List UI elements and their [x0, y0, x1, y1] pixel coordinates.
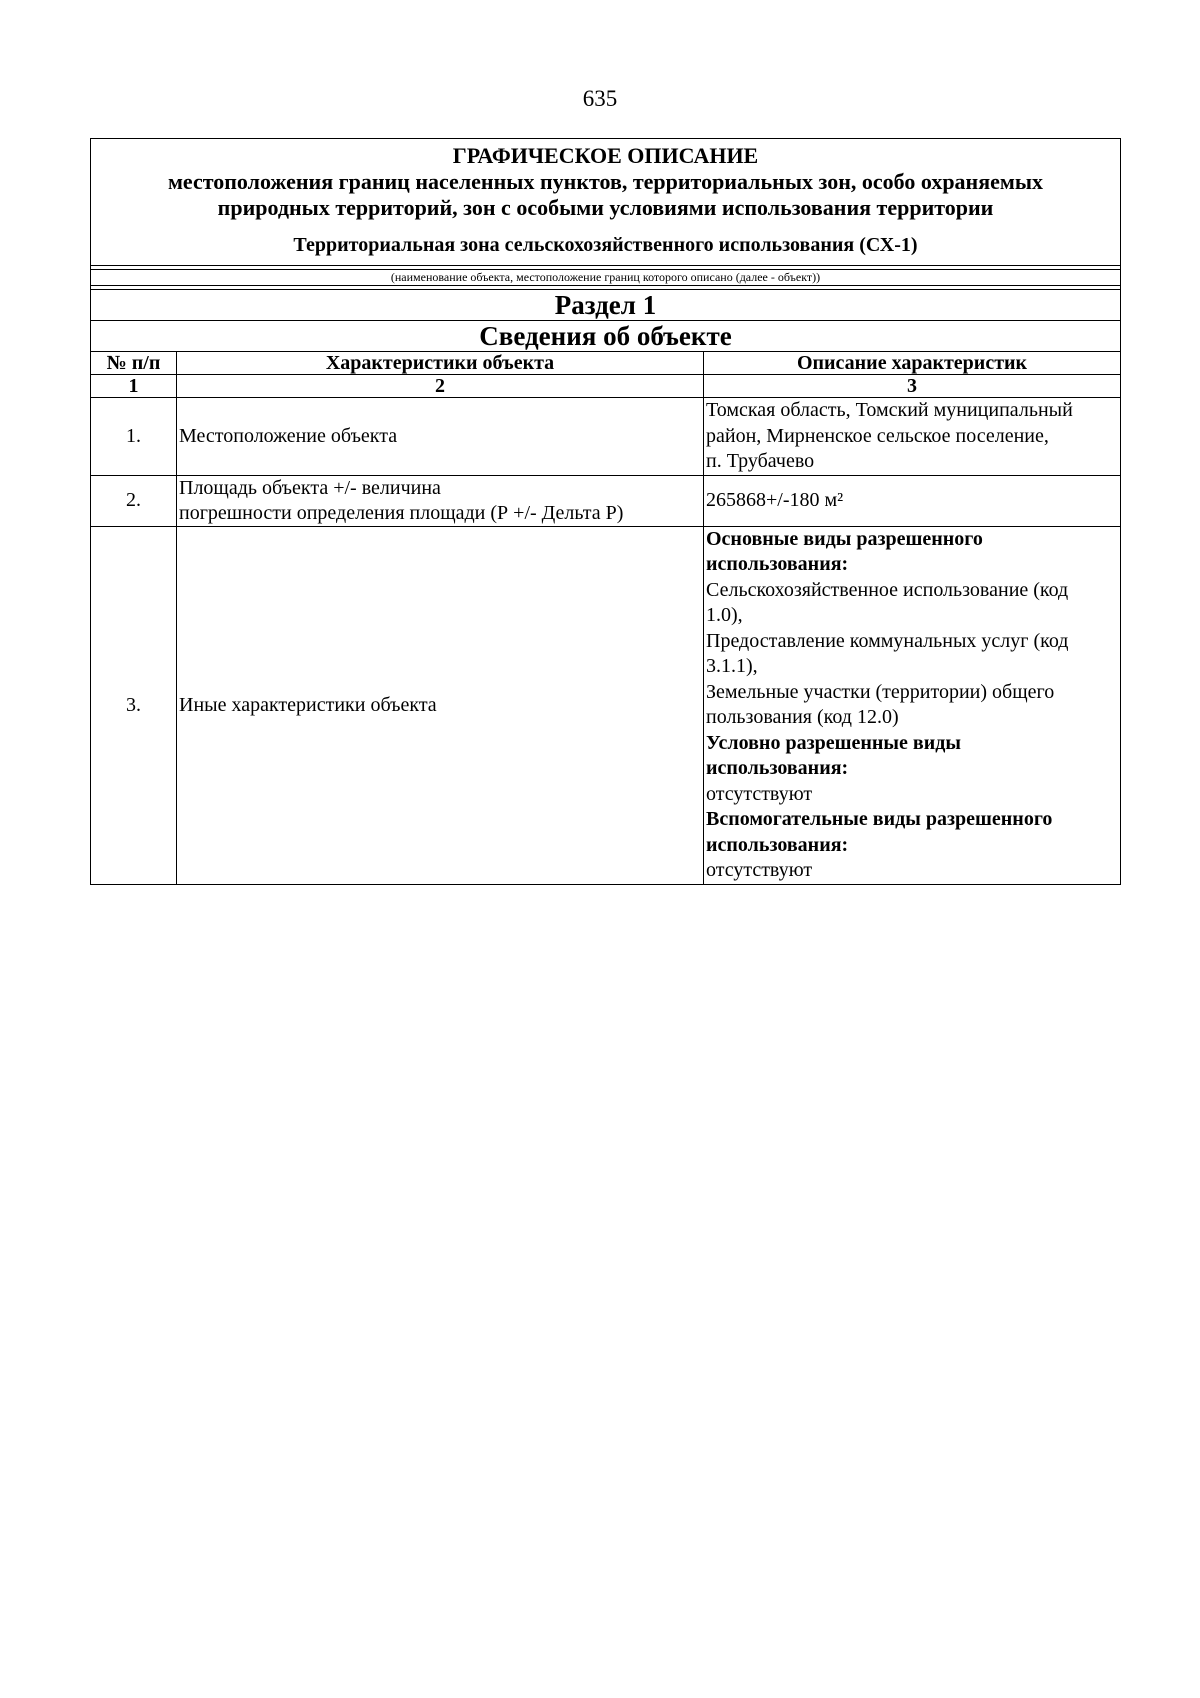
characteristic-line: Иные характеристики объекта [179, 693, 437, 716]
page-number: 635 [582, 86, 618, 111]
column-header-characteristic: Характеристики объекта [177, 352, 704, 375]
row-number: 3. [91, 526, 177, 884]
characteristic-line: Площадь объекта +/- величина [179, 476, 441, 499]
column-number: 2 [177, 375, 704, 398]
column-header-description: Описание характеристик [704, 352, 1121, 375]
characteristic-line: погрешности определения площади (Р +/- Дельта Р) [179, 501, 624, 524]
table-row [91, 526, 1121, 884]
description-line: Земельные участки (территории) общего [706, 680, 1055, 703]
description-line: 1.0), [706, 604, 743, 626]
object-caption: (наименование объекта, местоположение границ которого описано (далее - объект)) [91, 270, 1121, 286]
description-line: отсутствуют [706, 859, 813, 881]
zone-name: Территориальная зона сельскохозяйственного использования (СХ-1) [293, 234, 918, 256]
description-line: использования: [706, 553, 849, 575]
column-number: 3 [704, 375, 1121, 398]
description-line: 3.1.1), [706, 655, 758, 677]
column-header-number: № п/п [91, 352, 177, 375]
characteristic-name [177, 475, 704, 526]
section-title: Раздел 1 [91, 290, 1121, 321]
description-line: Условно разрешенные виды [706, 731, 961, 754]
row-number: 1. [91, 398, 177, 476]
description-line: использования: [706, 833, 849, 856]
document-subtitle-line: природных территорий, зон с особыми условиями использования территории [217, 195, 994, 220]
column-number: 1 [91, 375, 177, 398]
graphic-description-table [90, 138, 1121, 885]
characteristic-description [704, 526, 1121, 884]
description-line: Томская область, Томский муниципальный [706, 399, 1073, 421]
document-header [91, 139, 1121, 266]
document-title: ГРАФИЧЕСКОЕ ОПИСАНИЕ [452, 143, 759, 168]
description-line: Сельскохозяйственное использование (код [706, 578, 1069, 601]
characteristic-name [177, 398, 704, 476]
characteristic-line: Местоположение объекта [179, 424, 398, 447]
characteristic-name [177, 526, 704, 884]
table-row [91, 475, 1121, 526]
row-number: 2. [91, 475, 177, 526]
characteristic-description [704, 475, 1121, 526]
description-line: 265868+/-180 м² [706, 489, 844, 511]
description-line: отсутствуют [706, 782, 813, 805]
description-line: Основные виды разрешенного [706, 527, 983, 550]
description-line: район, Мирненское сельское поселение, [706, 424, 1049, 447]
description-line: Предоставление коммунальных услуг (код [706, 629, 1069, 652]
section-subtitle: Сведения об объекте [91, 321, 1121, 352]
description-line: использования: [706, 757, 849, 779]
description-line: п. Трубачево [706, 450, 815, 472]
description-line: пользования (код 12.0) [706, 706, 899, 728]
table-row [91, 398, 1121, 476]
document-subtitle-line: местоположения границ населенных пунктов, территориальных зон, особо охраняемых [167, 169, 1044, 194]
characteristic-description [704, 398, 1121, 476]
description-line: Вспомогательные виды разрешенного [706, 808, 1053, 830]
